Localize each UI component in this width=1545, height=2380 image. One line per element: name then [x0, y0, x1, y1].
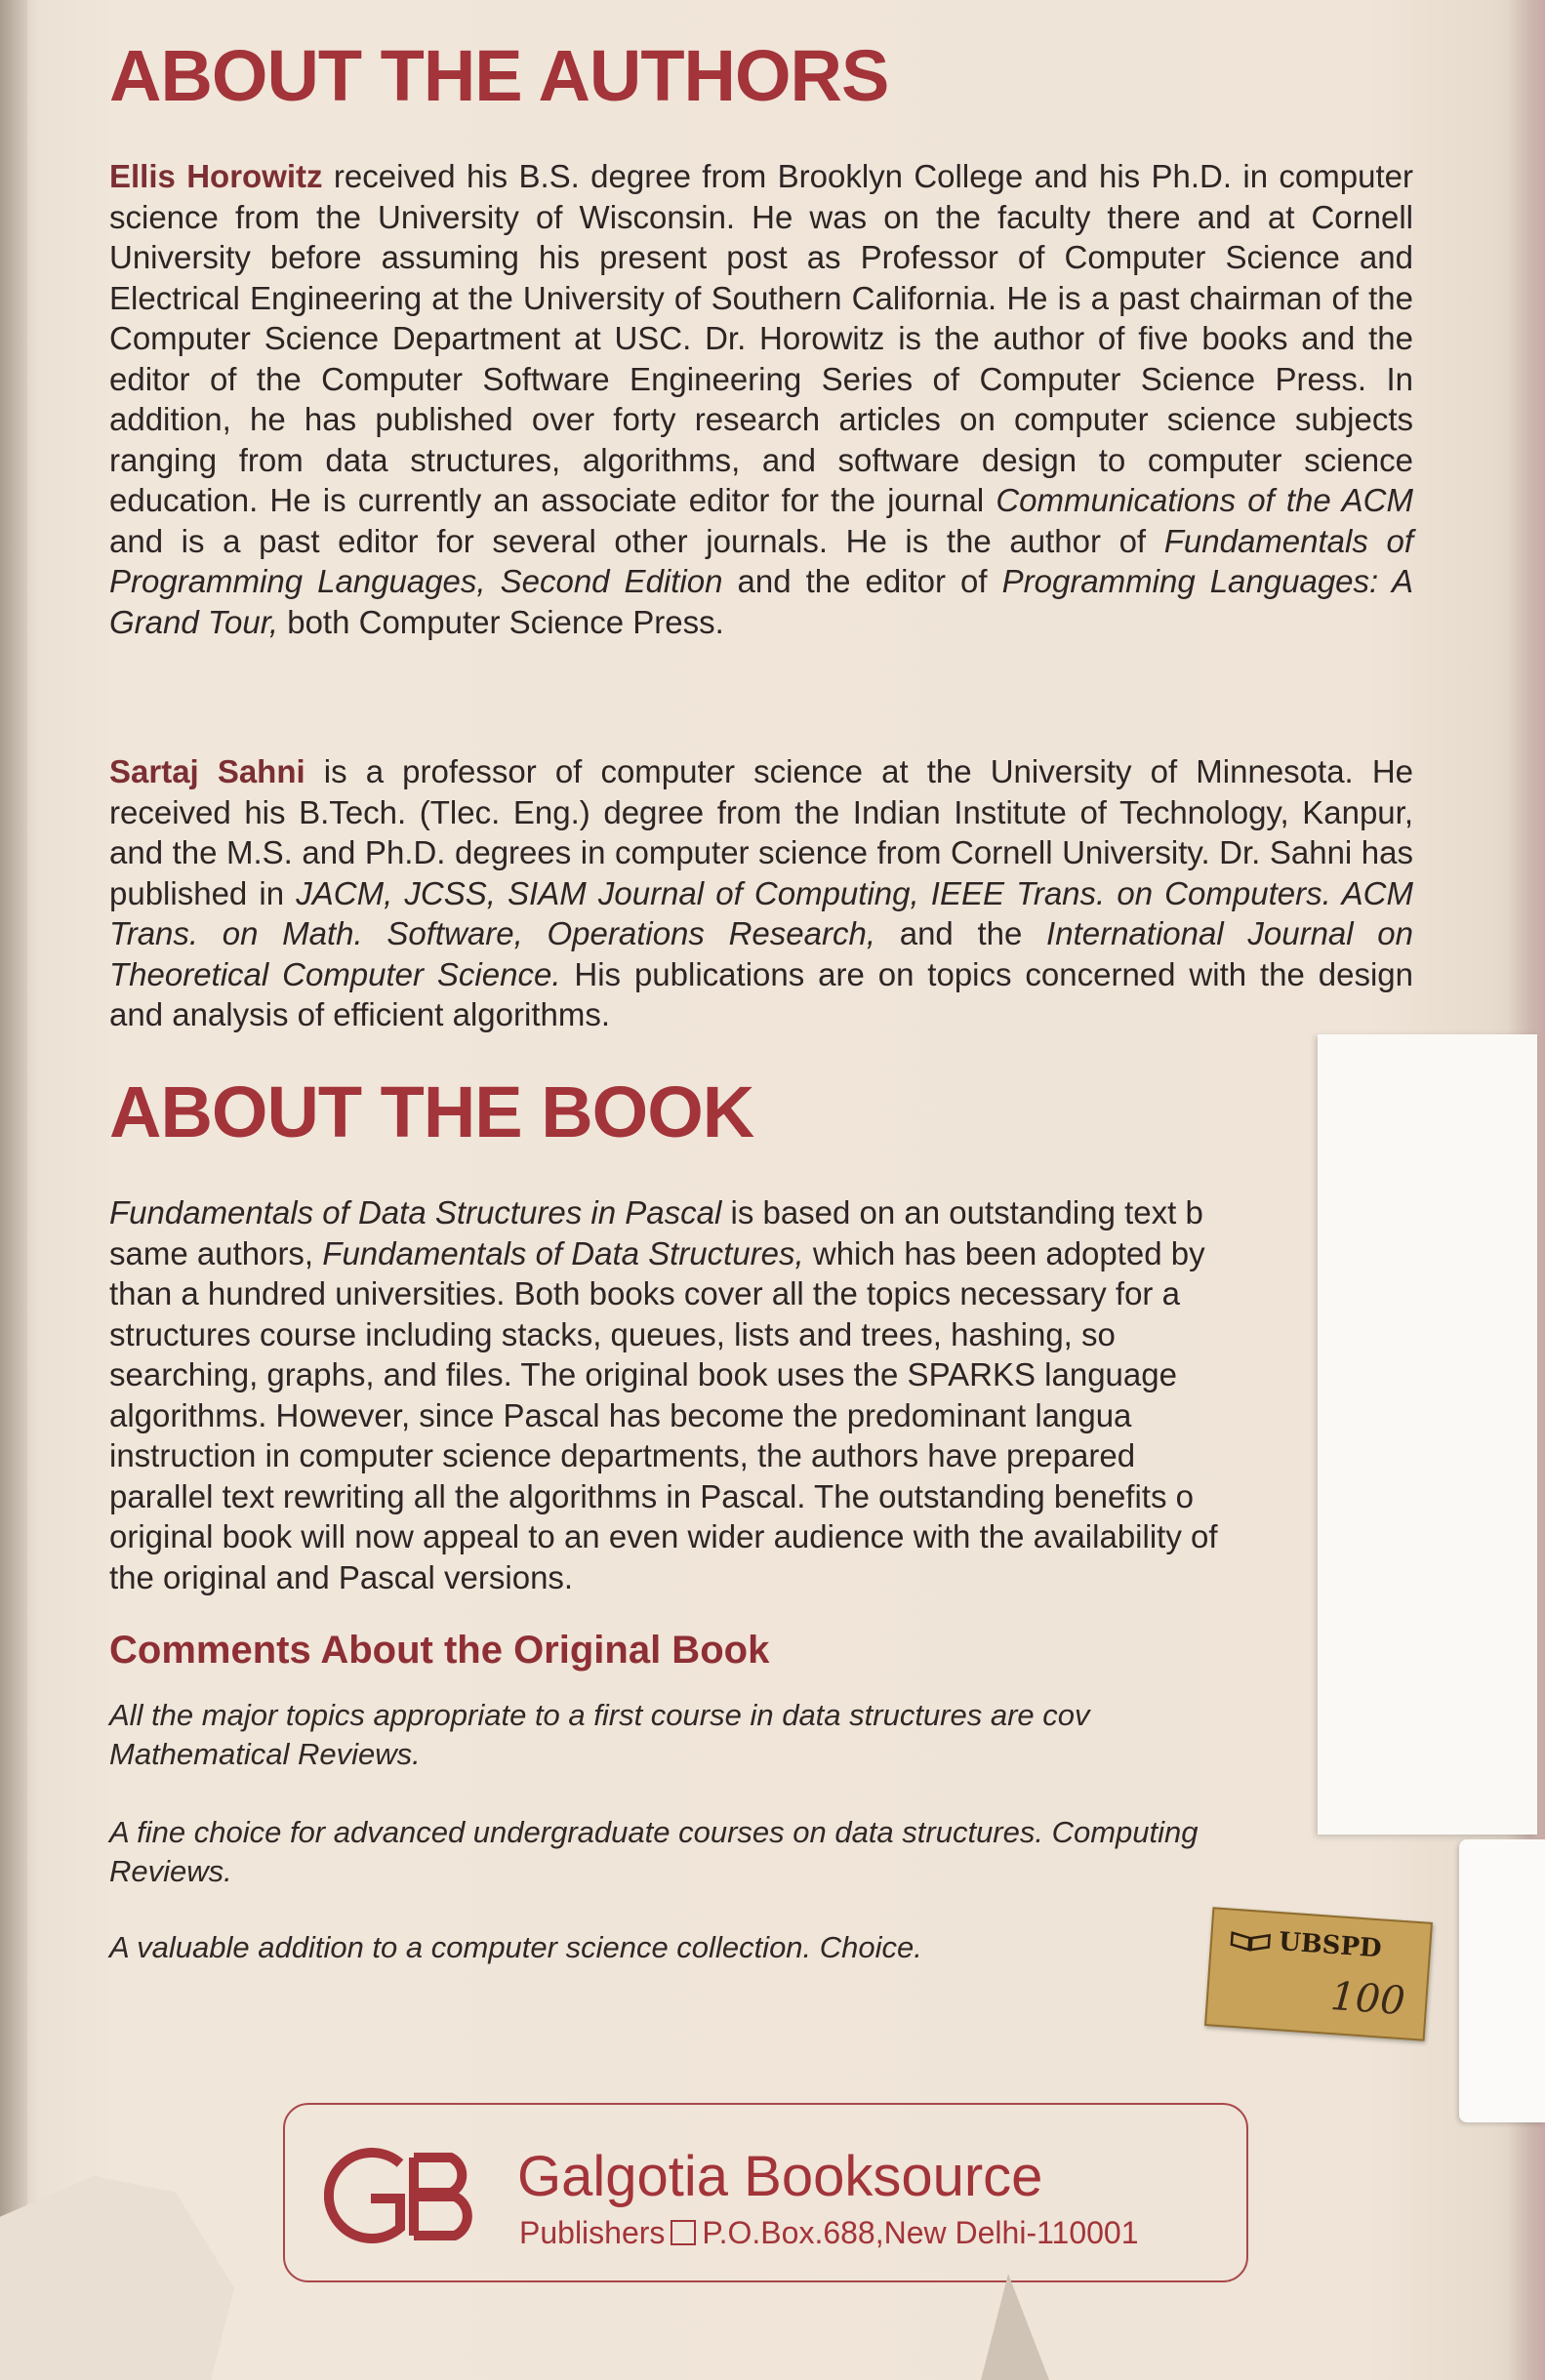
publisher-label: Publishers [519, 2215, 666, 2250]
book-title-pascal: Fundamentals of Data Structures in Pascal [109, 1194, 722, 1230]
horowitz-text-4: both Computer Science Press. [278, 603, 724, 640]
book-line: parallel text rewriting all the algorithms in Pascal. The outstanding benefits o [109, 1477, 1194, 1514]
publisher-address [519, 2214, 1139, 2251]
horowitz-name: Ellis Horowitz [109, 158, 323, 194]
book-line: searching, graphs, and files. The original book uses the SPARKS language [109, 1356, 1177, 1392]
book-title-original: Fundamentals of Data Structures, [322, 1234, 804, 1271]
review-text: All the major topics appropriate to a first course in data structures are cov [109, 1698, 1090, 1732]
book-line [109, 1233, 1413, 1274]
open-book-icon [1229, 1929, 1271, 1954]
review-source: Mathematical Reviews. [109, 1737, 421, 1771]
book-text: is based on an outstanding text b [721, 1194, 1203, 1230]
sahni-bio [109, 751, 1413, 1035]
square-separator-icon [671, 2220, 696, 2245]
price-value: 100 [1328, 1973, 1407, 2025]
publisher-address-text: P.O.Box.688,New Delhi-110001 [702, 2215, 1139, 2250]
price-sticker-brand-text: UBSPD [1278, 1927, 1383, 1964]
book-line: structures course including stacks, queues, lists and trees, hashing, so [109, 1315, 1116, 1352]
authors-heading: ABOUT THE AUTHORS [109, 35, 889, 116]
sahni-text-3: His publications are on topics concerned with the design and analysis of efficient algorithms. [109, 955, 1413, 1032]
publisher-box [283, 2103, 1248, 2282]
review-text: A valuable addition to a computer science collection. Choice. [109, 1930, 922, 1964]
spine-edge [0, 0, 27, 2380]
price-sticker [1204, 1907, 1433, 2040]
horowitz-bio [109, 156, 1413, 642]
paper-sticker-small [1459, 1839, 1545, 2122]
book-line: original book will now appeal to an even wider audience with the availability of [109, 1518, 1218, 1554]
review-quote [109, 1813, 1407, 1891]
sahni-text-2: and the [875, 915, 1047, 951]
sahni-journal-2: International Journal on Theoretical Computer Science. [109, 915, 1414, 992]
book-text: same authors, [109, 1234, 323, 1271]
torn-edge [981, 2274, 1049, 2380]
sahni-text-1: is a professor of computer science at the University of Minnesota. He received his B.Tech. (Tlec. Eng.) degree from the Indian Institute of Technology, Kanpur, and the M.S. and Ph.D. degrees in computer science from Cornell University. Dr. Sahni has published in [109, 753, 1413, 911]
price-sticker-brand [1229, 1924, 1382, 1964]
book-description [109, 1192, 1413, 1597]
review-source: Reviews. [109, 1854, 232, 1888]
gb-logo-icon [324, 2142, 480, 2249]
book-line [109, 1192, 1413, 1233]
publisher-name: Galgotia Booksource [517, 2145, 1043, 2208]
sahni-name: Sartaj Sahni [109, 753, 305, 789]
horowitz-book-1: Fundamentals of Programming Languages, Second Edition [109, 522, 1413, 599]
book-heading: ABOUT THE BOOK [109, 1071, 754, 1152]
book-text: which has been adopted by [803, 1234, 1205, 1271]
comments-heading: Comments About the Original Book [109, 1629, 770, 1672]
review-quote [109, 1696, 1407, 1774]
horowitz-text-2: and is a past editor for several other journals. He is the author of [109, 522, 1164, 559]
torn-corner [0, 2176, 234, 2380]
horowitz-text-3: and the editor of [722, 563, 1002, 599]
sahni-journals: JACM, JCSS, SIAM Journal of Computing, IEEE Trans. on Computers. ACM Trans. on Math. Software, Operations Research, [109, 874, 1413, 951]
horowitz-book-2: Programming Languages: A Grand Tour, [109, 563, 1414, 640]
book-line: the original and Pascal versions. [109, 1558, 574, 1595]
paper-sticker [1318, 1034, 1537, 1835]
book-line: algorithms. However, since Pascal has become the predominant langua [109, 1396, 1132, 1433]
horowitz-journal: Communications of the ACM [996, 482, 1413, 518]
review-text: A fine choice for advanced undergraduate courses on data structures. Computing [109, 1815, 1199, 1849]
book-line: than a hundred universities. Both books cover all the topics necessary for a [109, 1275, 1180, 1311]
book-line: instruction in computer science departments, the authors have prepared [109, 1437, 1136, 1473]
horowitz-text-1: received his B.S. degree from Brooklyn College and his Ph.D. in computer science from the University of Wisconsin. He was on the faculty there and at Cornell University before assuming his present post as Professor of Computer Science and Electrical Engineering at the University of Southern California. He is a past chairman of the Computer Science Department at USC. Dr. Horowitz is the author of five books and the editor of the Computer Software Engineering Series of Computer Science Press. In addition, he has published over forty research articles on computer science subjects ranging from data structures, algorithms, and software design to computer science education. He is currently an associate editor for the journal [109, 158, 1413, 518]
